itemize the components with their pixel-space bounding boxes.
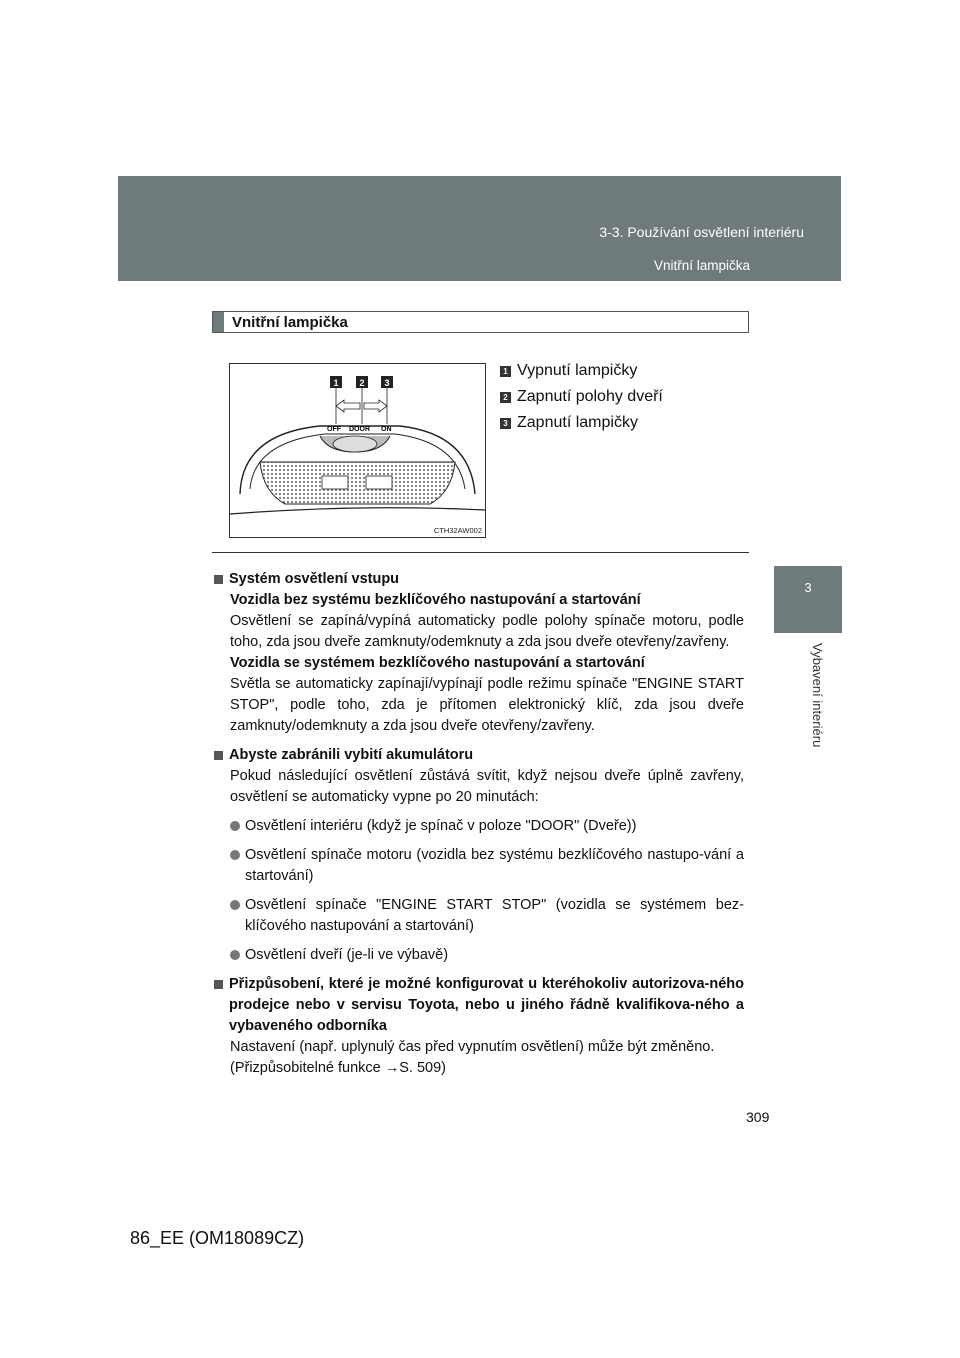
legend-text: Zapnutí polohy dveří	[517, 388, 663, 405]
heading-text: Přizpůsobení, které je možné konfigurovat u kteréhokoliv autorizova-ného prodejce nebo v servisu Toyota, nebo u jiného řádně kvalifikova-ného a vybaveného odborníka	[229, 976, 744, 1034]
heading-text: Systém osvětlení vstupu	[229, 571, 400, 587]
lamp-diagram	[230, 364, 485, 537]
bullet-icon	[230, 821, 240, 831]
list-item-text: Osvětlení spínače motoru (vozidla bez systému bezklíčového nastupo-vání a startování)	[245, 847, 744, 884]
list-item-text: Osvětlení dveří (je-li ve výbavě)	[245, 947, 449, 963]
svg-text:1: 1	[333, 378, 339, 388]
subheading: Vozidla se systémem bezklíčového nastupování a startování	[230, 655, 645, 671]
list-item	[212, 945, 744, 966]
list-item-text: Osvětlení spínače "ENGINE START STOP" (vozidla se systémem bez-klíčového nastupování a startování)	[245, 897, 744, 934]
block-heading	[212, 569, 744, 590]
legend-item	[500, 384, 663, 410]
section-title-text: Vnitřní lampička	[232, 313, 348, 331]
legend-number: 2	[500, 392, 511, 403]
section-title-bar	[213, 312, 224, 332]
list-item	[212, 895, 744, 937]
chapter-tab-label: Vybavení interiéru	[810, 643, 825, 748]
legend-item	[500, 410, 663, 436]
square-bullet-icon	[214, 751, 223, 760]
block-heading	[212, 745, 744, 766]
bullet-icon	[230, 950, 240, 960]
legend-item	[500, 358, 663, 384]
legend-text: Zapnutí lampičky	[517, 414, 638, 431]
paragraph: Osvětlení se zapíná/vypíná automaticky podle polohy spínače motoru, podle toho, zda jsou dveře zamknuty/odemknuty a zda jsou dveře otevřeny/zavřeny.	[230, 613, 744, 650]
svg-text:3: 3	[384, 378, 390, 388]
legend-number: 3	[500, 418, 511, 429]
section-header: Vnitřní lampička	[653, 258, 750, 273]
heading-text: Abyste zabránili vybití akumulátoru	[229, 747, 474, 763]
list-item-text: Osvětlení interiéru (když je spínač v poloze "DOOR" (Dveře))	[245, 818, 637, 834]
footer-code: 86_EE (OM18089CZ)	[130, 1228, 305, 1248]
subheading: Vozidla bez systému bezklíčového nastupování a startování	[230, 592, 641, 608]
legend-text: Vypnutí lampičky	[517, 362, 638, 379]
paragraph: Nastavení (např. uplynulý čas před vypnutím osvětlení) může být změněno.	[230, 1039, 715, 1055]
header-band	[118, 176, 841, 281]
chapter-tab	[774, 566, 842, 633]
list-item	[212, 816, 744, 837]
page-number: 309	[746, 1109, 770, 1125]
square-bullet-icon	[214, 980, 223, 989]
section-title	[212, 311, 749, 333]
arrow-left-icon	[336, 400, 360, 412]
bullet-icon	[230, 850, 240, 860]
lamp-illustration	[229, 363, 486, 538]
square-bullet-icon	[214, 575, 223, 584]
chapter-title: 3-3. Používání osvětlení interiéru	[599, 224, 804, 240]
arrow-right-icon	[364, 400, 387, 412]
chapter-tab-number: 3	[804, 580, 812, 595]
divider	[212, 552, 749, 553]
paragraph: (Přizpůsobitelné funkce →S. 509)	[230, 1060, 446, 1076]
tab-divider	[774, 634, 842, 635]
switch-label-off: OFF	[327, 426, 341, 433]
block-heading	[212, 974, 744, 1037]
legend-number: 1	[500, 366, 511, 377]
switch-label-door: DOOR	[349, 426, 370, 433]
switch-label-on: ON	[381, 426, 392, 433]
body-text	[212, 569, 744, 1079]
paragraph: Pokud následující osvětlení zůstává svítit, když nejsou dveře úplně zavřeny, osvětlení se automaticky vypne po 20 minutách:	[230, 768, 744, 805]
list-item	[212, 845, 744, 887]
legend	[500, 358, 663, 436]
bullet-icon	[230, 900, 240, 910]
paragraph: Světla se automaticky zapínají/vypínají podle režimu spínače "ENGINE START STOP", podle toho, zda je přítomen elektronický klíč, zda jsou dveře zamknuty/odemknuty a zda jsou dveře otevřeny/zavřeny.	[230, 676, 744, 734]
svg-text:2: 2	[359, 378, 365, 388]
figure-code: CTH32AW002	[433, 526, 482, 535]
